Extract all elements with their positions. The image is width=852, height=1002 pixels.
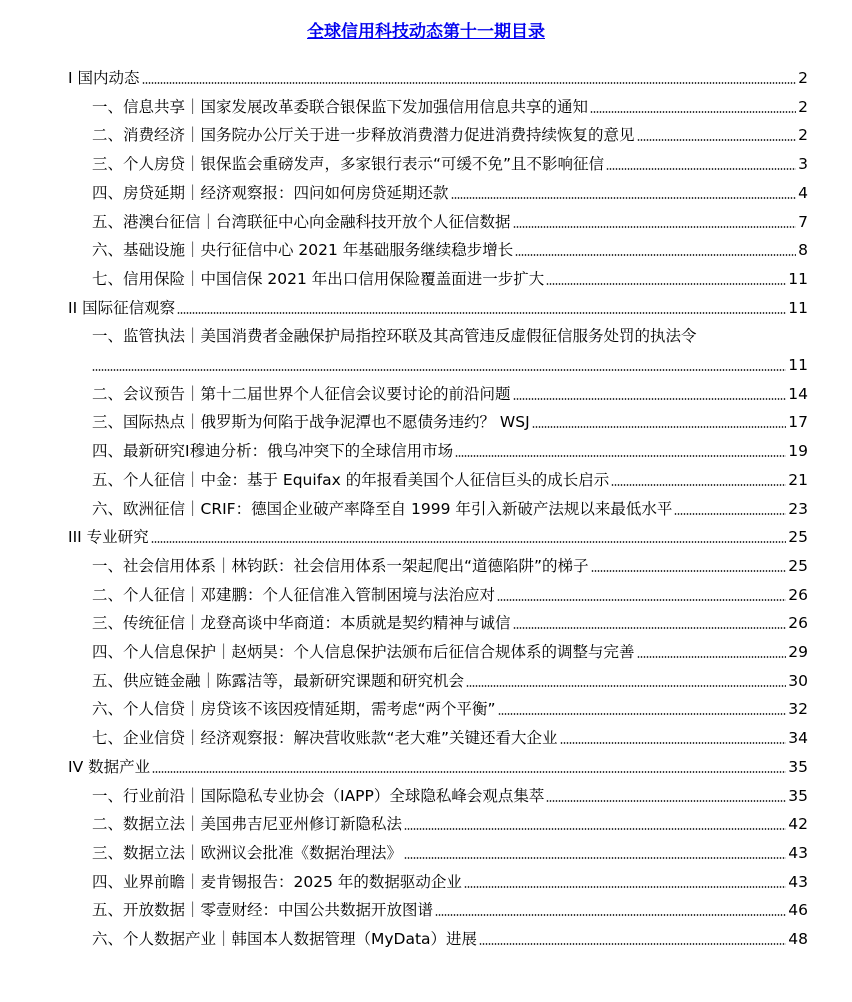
dot-leader (92, 369, 786, 371)
toc-entry[interactable] (92, 261, 808, 289)
toc-page-number: 11 (788, 356, 808, 374)
toc-entry[interactable] (92, 864, 808, 892)
toc-entry-text: 一、行业前沿｜国际隐私专业协会（IAPP）全球隐私峰会观点集萃 (92, 786, 545, 805)
toc-entry[interactable] (92, 605, 808, 633)
toc-entry-text: 二、消费经济｜国务院办公厅关于进一步释放消费潜力促进消费持续恢复的意见 (92, 126, 635, 145)
toc-entry[interactable] (92, 806, 808, 834)
toc-section[interactable] (68, 60, 808, 88)
toc-entry[interactable] (92, 318, 808, 346)
dot-leader (590, 111, 796, 113)
toc-page-number: 17 (788, 413, 808, 432)
toc-page-number: 25 (788, 528, 808, 547)
toc-entry[interactable] (92, 892, 808, 920)
dot-leader (464, 886, 786, 888)
toc-page-number: 29 (788, 643, 808, 661)
toc-entry-continuation[interactable] (92, 347, 808, 375)
toc-page-number: 2 (798, 97, 808, 116)
toc-entry-text: 三、数据立法｜欧洲议会批准《数据治理法》 (92, 843, 403, 862)
toc-entry-text: 五、供应链金融｜陈露洁等，最新研究课题和研究机会 (92, 671, 465, 690)
toc-page-number: 46 (788, 901, 808, 920)
toc-entry[interactable] (92, 146, 808, 174)
toc-entry[interactable] (92, 232, 808, 260)
dot-leader (152, 771, 786, 773)
toc-section-text: IV 数据产业 (68, 757, 151, 776)
dot-leader (606, 168, 796, 170)
dot-leader (560, 742, 787, 744)
dot-leader (637, 139, 797, 141)
dot-leader (546, 800, 786, 802)
toc-page-number: 43 (788, 843, 808, 862)
toc-page-number: 11 (788, 269, 808, 288)
toc-entry-text: 六、个人信贷｜房贷该不该因疫情延期，需考虑“两个平衡” (92, 700, 496, 719)
toc-entry[interactable] (92, 663, 808, 691)
toc-entry-text: 二、会议预告｜第十二届世界个人征信会议要讨论的前沿问题 (92, 384, 511, 403)
toc-entry[interactable] (92, 433, 808, 461)
toc-entry[interactable] (92, 491, 808, 519)
toc-entry-text: 七、企业信贷｜经济观察报：解决营收账款“老大难”关键还看大企业 (92, 729, 558, 748)
toc-entry[interactable] (92, 548, 808, 576)
toc-page-number: 35 (788, 757, 808, 776)
dot-leader (479, 943, 786, 945)
toc-entry-text: 四、最新研究I穆迪分析：俄乌冲突下的全球信用市场 (92, 442, 454, 461)
dot-leader (611, 484, 786, 486)
toc-page-number: 48 (788, 930, 808, 948)
toc-entry-text: 三、传统征信｜龙登高谈中华商道：本质就是契约精神与诚信 (92, 614, 511, 633)
dot-leader (498, 713, 787, 715)
toc-entry-text: 二、数据立法｜美国弗吉尼亚州修订新隐私法 (92, 815, 403, 834)
toc-entry-text: 四、房贷延期｜经济观察报：四问如何房贷延期还款 (92, 183, 449, 202)
toc-entry[interactable] (92, 921, 808, 949)
dot-leader (497, 599, 786, 601)
dot-leader (451, 197, 797, 199)
dot-leader (515, 254, 796, 256)
dot-leader (142, 82, 797, 84)
toc-entry[interactable] (92, 89, 808, 117)
toc-page-number: 7 (798, 212, 808, 231)
toc-page-number: 34 (788, 729, 808, 748)
toc-entry-text: 七、信用保险｜中国信保 2021 年出口信用保险覆盖面进一步扩大 (92, 269, 545, 288)
toc-page-number: 23 (788, 499, 808, 518)
dot-leader (546, 283, 786, 285)
toc-page-number: 26 (788, 614, 808, 633)
toc-section-text: II 国际征信观察 (68, 298, 176, 317)
dot-leader (404, 857, 786, 859)
toc-entry-text: 六、个人数据产业｜韩国本人数据管理（MyData）进展 (92, 930, 478, 948)
toc-page-number: 2 (798, 126, 808, 145)
toc-section[interactable] (68, 519, 808, 547)
toc-page-number: 3 (798, 155, 808, 174)
toc-title-link[interactable]: 全球信用科技动态第十一期目录 (307, 22, 545, 42)
toc-entry[interactable] (92, 835, 808, 863)
dot-leader (466, 685, 786, 687)
toc-page-number: 8 (798, 241, 808, 260)
dot-leader (151, 541, 787, 543)
toc-page-number: 14 (788, 384, 808, 403)
toc-entry-text: 一、监管执法｜美国消费者金融保护局指控环联及其高管违反虚假征信服务处罚的执法令 (92, 327, 697, 346)
dot-leader (513, 398, 787, 400)
toc-section-text: III 专业研究 (68, 528, 149, 547)
toc-section[interactable] (68, 290, 808, 318)
toc-entry-text: 五、个人征信｜中金：基于 Equifax 的年报看美国个人征信巨头的成长启示 (92, 470, 610, 489)
dot-leader (513, 627, 787, 629)
toc-entry-text: 六、基础设施｜央行征信中心 2021 年基础服务继续稳步增长 (92, 241, 514, 260)
toc-page-number: 4 (798, 183, 808, 202)
toc-entry[interactable] (92, 376, 808, 404)
dot-leader (455, 455, 786, 457)
toc-entry[interactable] (92, 577, 808, 605)
toc-entry[interactable] (92, 117, 808, 145)
toc-entry-text: 四、个人信息保护｜赵炳昊：个人信息保护法颁布后征信合规体系的调整与完善 (92, 643, 635, 661)
toc-page-number: 32 (788, 700, 808, 719)
toc-entry-text: 一、社会信用体系｜林钧跃：社会信用体系一架起爬出“道德陷阱”的梯子 (92, 556, 589, 575)
toc-entry[interactable] (92, 691, 808, 719)
toc-entry-text: 六、欧洲征信｜CRIF：德国企业破产率降至自 1999 年引入新破产法规以来最低水平 (92, 499, 673, 518)
toc-page-number: 25 (788, 556, 808, 575)
toc-section[interactable] (68, 749, 808, 777)
toc-title (0, 20, 852, 44)
toc-page-number: 30 (788, 671, 808, 690)
toc-page-number: 42 (788, 815, 808, 834)
toc-entry[interactable] (92, 175, 808, 203)
toc-entry-text: 三、国际热点｜俄罗斯为何陷于战争泥潭也不愿债务违约？ WSJ (92, 413, 530, 432)
toc-entry-text: 五、港澳台征信｜台湾联征中心向金融科技开放个人征信数据 (92, 212, 511, 231)
toc-page-number: 2 (798, 69, 808, 87)
toc-section-text: I 国内动态 (68, 69, 140, 87)
toc-page-number: 11 (788, 298, 808, 317)
dot-leader (435, 914, 786, 916)
toc-entry[interactable] (92, 404, 808, 432)
dot-leader (591, 570, 787, 572)
toc-page-number: 35 (788, 786, 808, 805)
dot-leader (404, 828, 786, 830)
dot-leader (532, 426, 787, 428)
toc-page-number: 43 (788, 872, 808, 891)
dot-leader (637, 656, 787, 658)
toc-page-number: 19 (788, 442, 808, 461)
toc-entry[interactable] (92, 204, 808, 232)
toc-entry[interactable] (92, 462, 808, 490)
toc-entry-text: 一、信息共享｜国家发展改革委联合银保监下发加强信用信息共享的通知 (92, 97, 589, 116)
dot-leader (177, 312, 786, 314)
toc-entry-text: 二、个人征信｜邓建鹏：个人征信准入管制困境与法治应对 (92, 585, 496, 604)
toc-page-number: 21 (788, 470, 808, 489)
toc-entry[interactable] (92, 720, 808, 748)
toc-entry-text: 四、业界前瞻｜麦肯锡报告：2025 年的数据驱动企业 (92, 872, 462, 891)
dot-leader (513, 226, 797, 228)
toc-entry-text: 五、开放数据｜零壹财经：中国公共数据开放图谱 (92, 901, 434, 920)
dot-leader (674, 513, 786, 515)
toc-entry-text: 三、个人房贷｜银保监会重磅发声，多家银行表示“可缓不免”且不影响征信 (92, 155, 605, 174)
toc-page-number: 26 (788, 585, 808, 604)
toc-entry[interactable] (92, 634, 808, 662)
toc-entry[interactable] (92, 778, 808, 806)
